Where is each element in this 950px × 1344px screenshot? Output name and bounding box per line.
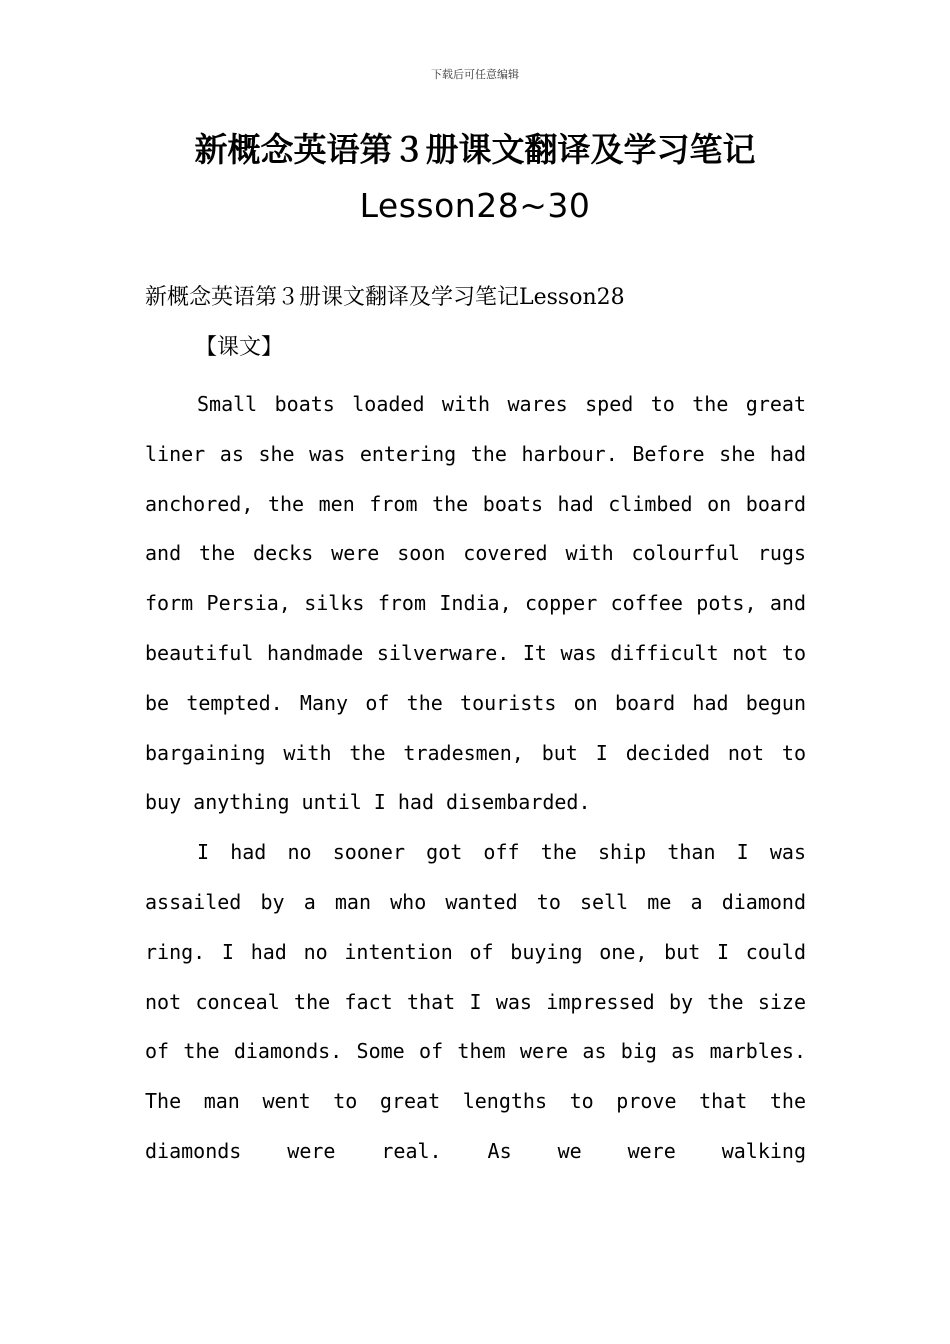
lesson-subheading: 新概念英语第３册课文翻译及学习笔记Lesson28 <box>145 285 625 310</box>
header-note: 下载后可任意编辑 <box>431 68 519 81</box>
title-line-1: 新概念英语第３册课文翻译及学习笔记 <box>194 130 756 169</box>
section-tag: 【课文】 <box>195 335 284 360</box>
title-line-2: Lesson28~30 <box>359 186 591 225</box>
lesson-body <box>145 380 806 1177</box>
paragraph-1: Small boats loaded with wares sped to the great liner as she was entering the harbour. Before she had anchored, the men from the boats had climbed on board and the decks were soon covered with colourful rugs form Persia, silks from India, copper coffee pots, and beautiful handmade silverware. It was difficult not to be tempted. Many of the tourists on board had begun bargaining with the tradesmen, but I decided not to buy anything until I had disembarded. <box>145 392 806 815</box>
document-title <box>95 122 855 234</box>
paragraph-2: I had no sooner got off the ship than I was assailed by a man who wanted to sell me a diamond ring. I had no intention of buying one, but I could not conceal the fact that I was impressed by the size of the diamonds. Some of them were as big as marbles. The man went to great lengths to prove that the diamonds were real. As we were walking <box>145 840 806 1163</box>
